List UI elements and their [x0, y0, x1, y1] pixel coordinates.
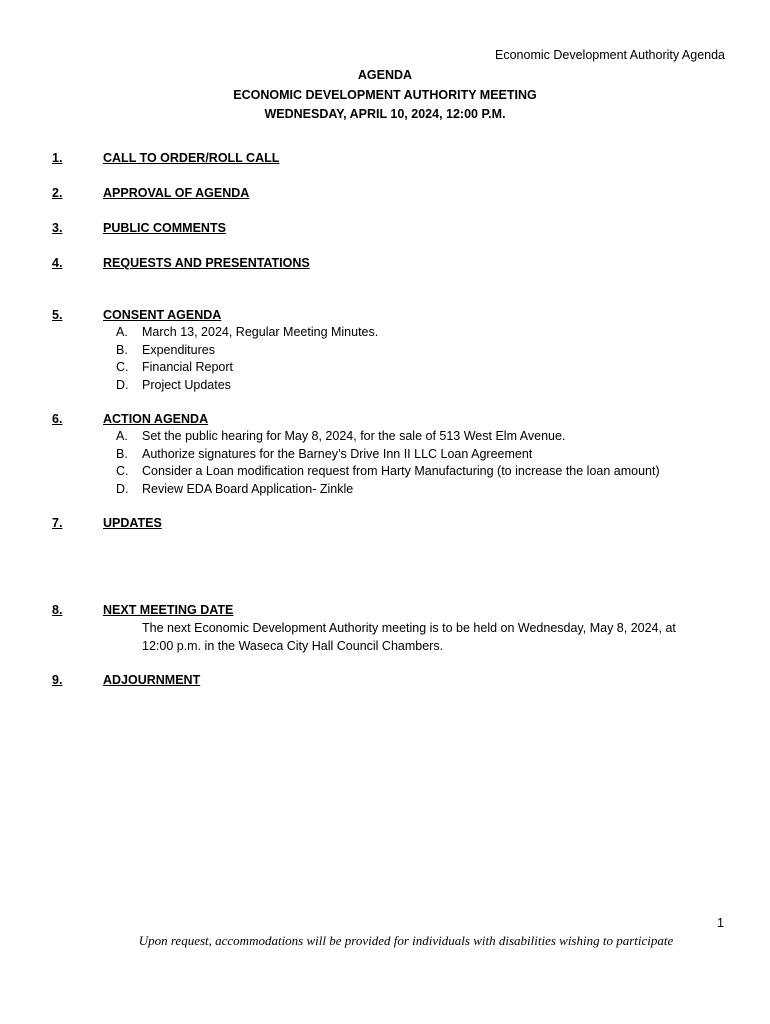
subitem-letter: B.	[116, 342, 128, 357]
item-number: 1.	[52, 151, 63, 165]
title-meeting-name: ECONOMIC DEVELOPMENT AUTHORITY MEETING	[233, 87, 537, 102]
subitem-text: Authorize signatures for the Barney’s Drive Inn II LLC Loan Agreement	[142, 446, 533, 461]
subitem-letter: A.	[116, 325, 128, 339]
subitem-letter: C.	[116, 464, 129, 478]
subitem-letter: C.	[116, 360, 129, 374]
subitem	[116, 481, 660, 499]
subitem-list	[116, 324, 378, 394]
title-block	[0, 66, 770, 125]
item-number: 9.	[52, 673, 63, 687]
subitem	[116, 463, 660, 481]
item-number: 4.	[52, 256, 63, 270]
item-heading: APPROVAL OF AGENDA	[103, 186, 250, 200]
item-heading: UPDATES	[103, 516, 162, 530]
subitem-text: Set the public hearing for May 8, 2024, for the sale of 513 West Elm Avenue.	[142, 429, 566, 443]
subitem-text: Project Updates	[142, 377, 231, 392]
subitem-text: Expenditures	[142, 342, 215, 357]
next-meeting-paragraph: The next Economic Development Authority meeting is to be held on Wednesday, May 8, 2024, at 12:00 p.m. in the Waseca City Hall Council Chambers.	[142, 621, 676, 653]
item-number: 8.	[52, 603, 63, 617]
item-number: 6.	[52, 412, 63, 426]
title-meeting-date: WEDNESDAY, APRIL 10, 2024, 12:00 P.M.	[264, 107, 506, 121]
subitem-text: Financial Report	[142, 360, 234, 374]
subitem-list	[116, 428, 660, 498]
subitem-text: Review EDA Board Application- Zinkle	[142, 481, 354, 496]
subitem-letter: A.	[116, 429, 128, 443]
item-heading: PUBLIC COMMENTS	[103, 221, 226, 235]
subitem	[116, 359, 378, 377]
item-number: 5.	[52, 308, 63, 322]
running-header: Economic Development Authority Agenda	[495, 48, 725, 62]
item-heading: CALL TO ORDER/ROLL CALL	[103, 151, 280, 165]
subitem	[116, 342, 378, 360]
subitem-letter: D.	[116, 481, 129, 496]
item-heading: NEXT MEETING DATE	[103, 603, 234, 617]
subitem	[116, 446, 660, 464]
item-heading: REQUESTS AND PRESENTATIONS	[103, 256, 310, 270]
subitem-text: March 13, 2024, Regular Meeting Minutes.	[142, 325, 379, 339]
subitem	[116, 428, 660, 446]
title-agenda: AGENDA	[357, 68, 413, 82]
item-number: 7.	[52, 516, 63, 530]
subitem-letter: B.	[116, 446, 128, 461]
item-heading: ACTION AGENDA	[103, 412, 209, 426]
subitem-letter: D.	[116, 377, 129, 392]
item-number: 3.	[52, 221, 63, 235]
item-number: 2.	[52, 186, 63, 200]
item-heading: ADJOURNMENT	[103, 673, 201, 687]
item-heading: CONSENT AGENDA	[103, 308, 222, 322]
subitem	[116, 377, 378, 395]
subitem-text: Consider a Loan modification request from Harty Manufacturing (to increase the loan amount)	[142, 464, 660, 478]
accessibility-footer: Upon request, accommodations will be provided for individuals with disabilities wishing to participate	[138, 933, 674, 948]
subitem	[116, 324, 378, 342]
page-number: 1	[717, 916, 724, 930]
